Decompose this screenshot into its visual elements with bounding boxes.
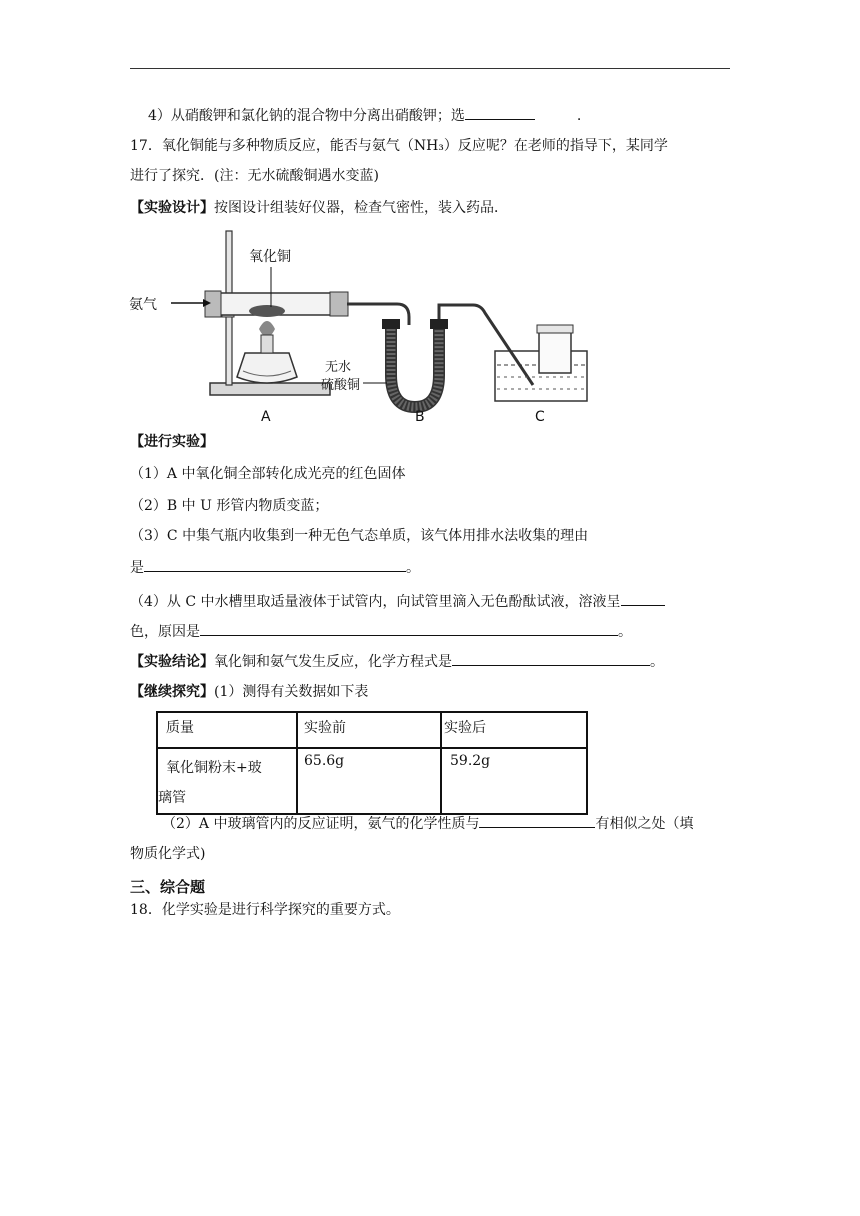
q18-text: 18．化学实验是进行科学探究的重要方式。: [130, 902, 400, 918]
gas-bottle: [539, 329, 571, 373]
exp-item4a: （4）从 C 中水槽里取适量液体于试管内，向试管里滴入无色酚酞试液，溶液呈: [130, 590, 665, 612]
q17-intro-line1: 17．氧化铜能与多种物质反应，能否与氨气（NH₃）反应呢？在老师的指导下，某同学: [130, 138, 668, 154]
answer-blank: [452, 650, 650, 666]
label-a: A: [261, 409, 271, 425]
label-cuso4-line1: 无水: [325, 360, 352, 375]
copper-oxide-powder: [249, 305, 285, 317]
table-cell-after: 59.2g: [441, 748, 587, 814]
continue-line: 【继续探究】(1）测得有关数据如下表: [130, 684, 369, 700]
tube-stopper-right: [330, 292, 348, 316]
q16-item4: 4）从硝酸钾和氯化钠的混合物中分离出硝酸钾；选 .: [148, 104, 581, 126]
u-tube: [391, 325, 439, 407]
answer-blank: [200, 620, 618, 636]
exp-item1: （1）A 中氧化铜全部转化成光亮的红色固体: [130, 466, 406, 482]
table-header-cell: 质量: [157, 712, 297, 748]
answer-blank: [144, 556, 406, 572]
table-row: [157, 748, 587, 814]
table-header-row: [157, 712, 587, 748]
exp-heading: 【进行实验】: [130, 434, 214, 450]
label-ammonia: 氨气: [129, 297, 157, 313]
header-rule: [130, 68, 730, 69]
data-table: [156, 711, 588, 815]
q17-intro-line2: 进行了探究．(注：无水硫酸铜遇水变蓝): [130, 168, 379, 184]
table-cell-label: 氧化铜粉末+玻 璃管: [157, 748, 297, 814]
conclusion-line: 【实验结论】氧化铜和氨气发生反应，化学方程式是 。: [130, 650, 664, 672]
section-title: 三、综合题: [130, 878, 206, 896]
exp-item3a: （3）C 中集气瓶内收集到一种无色气态单质，该气体用排水法收集的理由: [130, 528, 589, 544]
table-header-cell: 实验后: [441, 712, 587, 748]
design-line: 【实验设计】按图设计组装好仪器，检查气密性，装入药品．: [130, 200, 508, 216]
answer-blank: [621, 590, 665, 606]
table-header-cell: 实验前: [297, 712, 441, 748]
u-tube-stopper-right: [430, 319, 448, 329]
alcohol-lamp: [237, 353, 297, 383]
continue-item2b: 物质化学式): [130, 846, 206, 862]
exp-item4b: 色，原因是 。: [130, 620, 632, 642]
exp-item2: （2）B 中 U 形管内物质变蓝；: [130, 498, 329, 514]
apparatus-figure: [125, 225, 595, 430]
label-cuso4-line2: 硫酸铜: [321, 378, 361, 393]
delivery-tube: [439, 305, 533, 385]
answer-blank: [479, 812, 595, 828]
answer-blank: [465, 104, 535, 120]
exp-item3b: 是 。: [130, 556, 420, 578]
label-b: B: [415, 409, 425, 425]
table-cell-before: 65.6g: [297, 748, 441, 814]
label-c: C: [535, 409, 545, 425]
label-copper-oxide: 氧化铜: [249, 249, 291, 265]
u-tube-stopper-left: [382, 319, 400, 329]
continue-item2a: （2）A 中玻璃管内的反应证明，氨气的化学性质与 有相似之处（填: [162, 812, 693, 834]
